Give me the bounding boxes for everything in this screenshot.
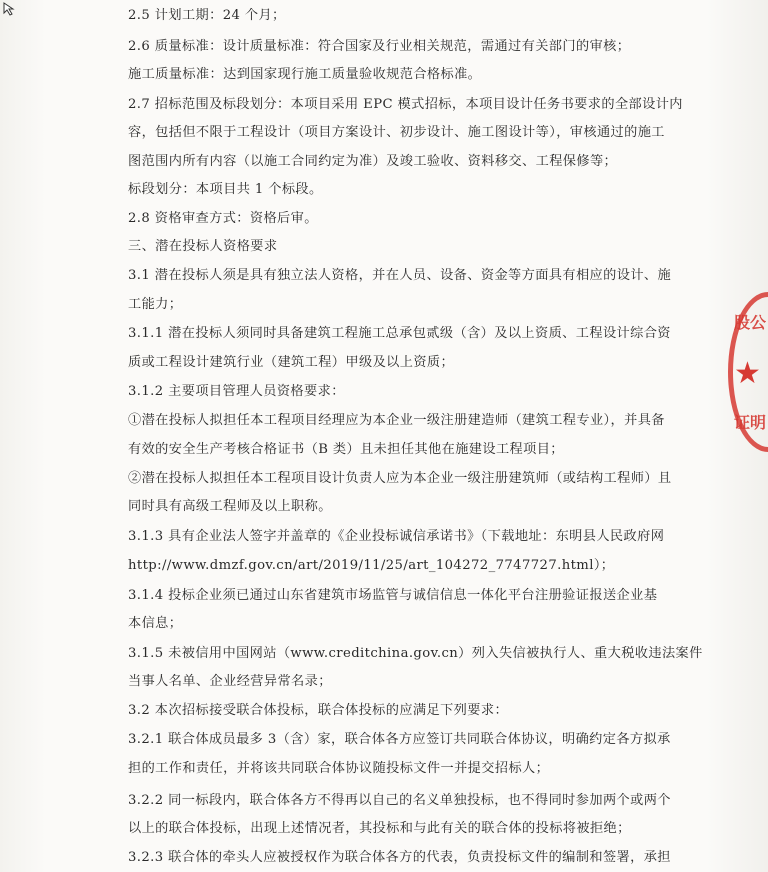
text-line: 施工质量标准：达到国家现行施工质量验收规范合格标准。 [128,67,482,82]
seal-text-top: 股公 [734,313,767,332]
text-line: 2.7 招标范围及标段划分：本项目采用 EPC 模式招标，本项目设计任务书要求的全部设计内 [128,97,683,112]
seal-text-bottom: 证明 [734,413,767,432]
text-line: ②潜在投标人拟担任本工程项目设计负责人应为本企业一级注册建筑师（或结构工程师）且 [128,471,672,486]
text-line: 2.5 计划工期：24 个月； [128,8,286,23]
text-line: 容，包括但不限于工程设计（项目方案设计、初步设计、施工图设计等），审核通过的施工 [128,125,665,140]
text-line: 3.1.2 主要项目管理人员资格要求： [128,384,345,399]
text-line: 以上的联合体投标，出现上述情况者，其投标和与此有关的联合体的投标将被拒绝； [128,821,631,836]
text-line: 3.1.4 投标企业须已通过山东省建筑市场监管与诚信信息一体化平台注册验证报送企业基 [128,588,658,603]
text-line: 担的工作和责任，并将该共同联合体协议随投标文件一并提交招标人； [128,761,550,776]
text-line: 当事人名单、企业经营异常名录； [128,674,332,689]
text-line: 本信息； [128,616,183,631]
cursor-icon [2,2,16,16]
text-line: 2.8 资格审查方式：资格后审。 [128,211,318,226]
section-heading: 三、潜在投标人资格要求 [128,239,278,254]
text-line: 质或工程设计建筑行业（建筑工程）甲级及以上资质； [128,355,455,370]
text-line: 3.1.1 潜在投标人须同时具备建筑工程施工总承包贰级（含）及以上资质、工程设计综合资 [128,326,671,341]
text-line: 3.2 本次招标接受联合体投标，联合体投标的应满足下列要求： [128,703,509,718]
text-line: 3.2.1 联合体成员最多 3（含）家，联合体各方应签订共同联合体协议，明确约定各方拟承 [128,732,671,747]
seal-star-icon: ★ [734,356,761,391]
text-line: 3.1 潜在投标人须是具有独立法人资格，并在人员、设备、资金等方面具有相应的设计、施 [128,268,672,283]
red-seal-stamp [728,292,768,452]
text-line: 工能力； [128,297,183,312]
text-line: 3.1.3 具有企业法人签字并盖章的《企业投标诚信承诺书》（下载地址：东明县人民政府网 [128,529,665,544]
text-line: 3.1.5 未被信用中国网站（www.creditchina.gov.cn）列入失信被执行人、重大税收违法案件 [128,646,703,661]
text-line: 标段划分：本项目共 1 个标段。 [128,182,323,197]
text-line: 同时具有高级工程师及以上职称。 [128,499,332,514]
text-line: 3.2.3 联合体的牵头人应被授权作为联合体各方的代表，负责投标文件的编制和签署，承担 [128,850,671,865]
text-line: 2.6 质量标准：设计质量标准：符合国家及行业相关规范，需通过有关部门的审核； [128,39,631,54]
text-line: ①潜在投标人拟担任本工程项目经理应为本企业一级注册建造师（建筑工程专业），并具备 [128,413,665,428]
text-line: 有效的安全生产考核合格证书（B 类）且未担任其他在施建设工程项目； [128,442,564,457]
text-line: 图范围内所有内容（以施工合同约定为准）及竣工验收、资料移交、工程保修等； [128,154,618,169]
text-line: http://www.dmzf.gov.cn/art/2019/11/25/art_104272_7747727.html）； [128,558,615,573]
text-line: 3.2.2 同一标段内，联合体各方不得再以自己的名义单独投标，也不得同时参加两个或两个 [128,793,671,808]
